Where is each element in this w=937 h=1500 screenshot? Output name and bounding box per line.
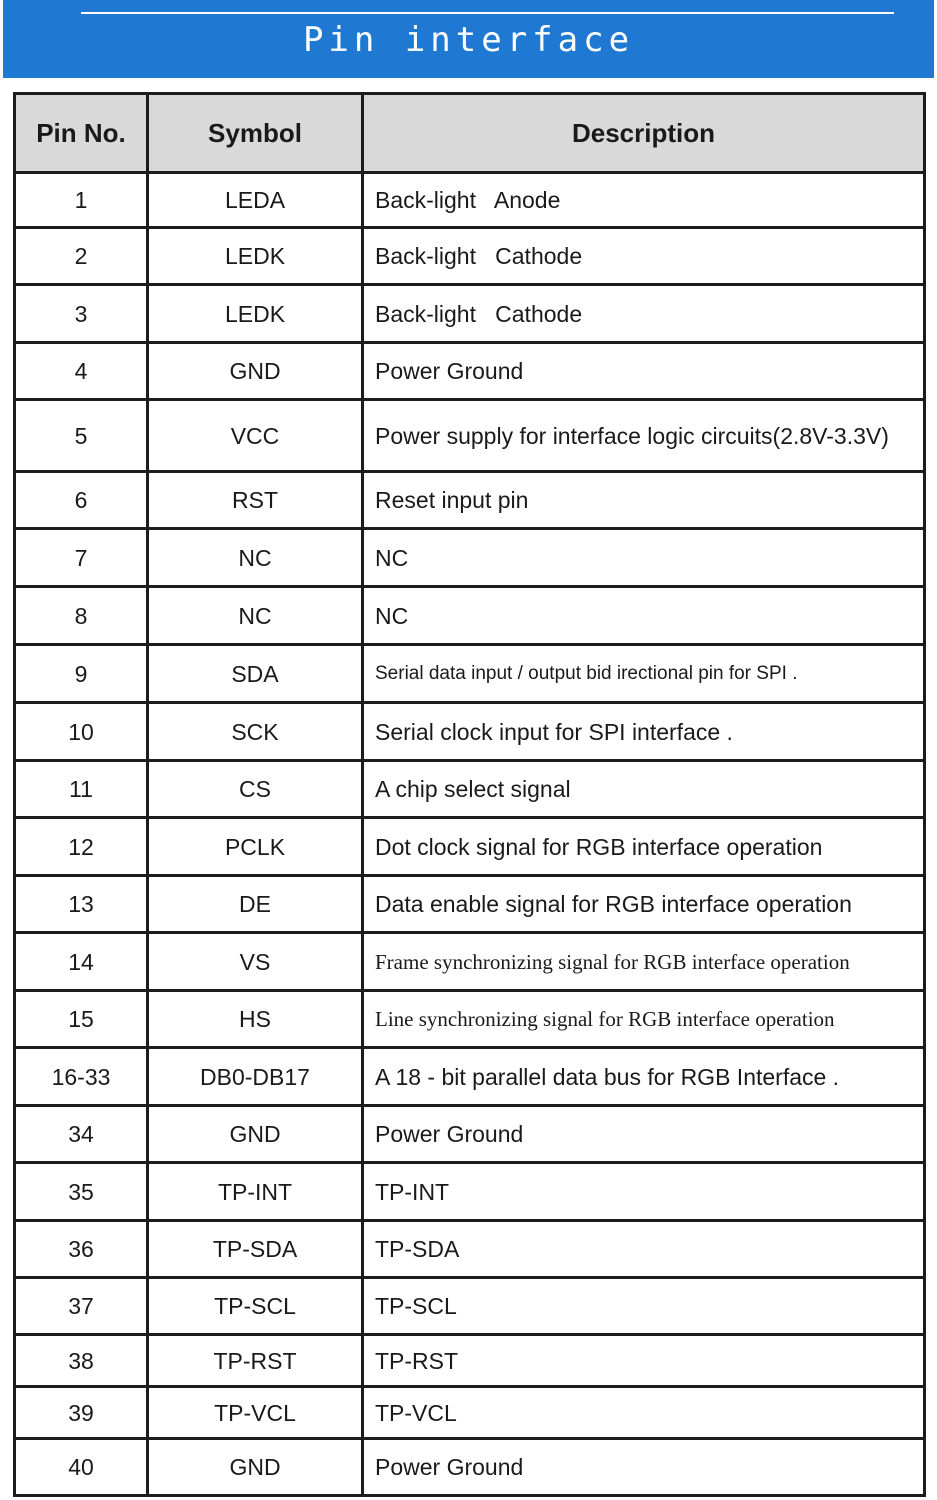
pin-number-cell: 12 bbox=[15, 818, 148, 876]
description-cell: Line synchronizing signal for RGB interface operation bbox=[363, 991, 925, 1048]
symbol-cell: DB0-DB17 bbox=[148, 1048, 363, 1106]
column-header-symbol: Symbol bbox=[148, 94, 363, 173]
pin-number-cell: 4 bbox=[15, 343, 148, 400]
symbol-cell: CS bbox=[148, 761, 363, 818]
symbol-cell: LEDK bbox=[148, 285, 363, 343]
pin-table bbox=[13, 92, 926, 1497]
table-row bbox=[15, 343, 925, 400]
pin-number-cell: 7 bbox=[15, 529, 148, 587]
symbol-cell: NC bbox=[148, 529, 363, 587]
pin-number-cell: 36 bbox=[15, 1221, 148, 1278]
symbol-cell: PCLK bbox=[148, 818, 363, 876]
symbol-cell: VS bbox=[148, 933, 363, 991]
symbol-cell: RST bbox=[148, 472, 363, 529]
table-row bbox=[15, 645, 925, 703]
table-row bbox=[15, 703, 925, 761]
description-cell: Power Ground bbox=[363, 1439, 925, 1496]
symbol-cell: TP-RST bbox=[148, 1335, 363, 1387]
pin-number-cell: 16-33 bbox=[15, 1048, 148, 1106]
symbol-cell: GND bbox=[148, 1439, 363, 1496]
table-row bbox=[15, 173, 925, 228]
description-cell: Power supply for interface logic circuits(2.8V-3.3V) bbox=[363, 400, 925, 472]
pin-number-cell: 10 bbox=[15, 703, 148, 761]
pin-number-cell: 8 bbox=[15, 587, 148, 645]
pin-number-cell: 6 bbox=[15, 472, 148, 529]
column-header-description: Description bbox=[363, 94, 925, 173]
symbol-cell: DE bbox=[148, 876, 363, 933]
table-row bbox=[15, 933, 925, 991]
table-row bbox=[15, 228, 925, 285]
table-row bbox=[15, 1163, 925, 1221]
description-cell: Data enable signal for RGB interface operation bbox=[363, 876, 925, 933]
title-banner bbox=[3, 0, 934, 78]
symbol-cell: VCC bbox=[148, 400, 363, 472]
table-row bbox=[15, 761, 925, 818]
description-cell: NC bbox=[363, 529, 925, 587]
pin-number-cell: 14 bbox=[15, 933, 148, 991]
symbol-cell: TP-VCL bbox=[148, 1387, 363, 1439]
table-header-row bbox=[15, 94, 925, 173]
column-header-pin: Pin No. bbox=[15, 94, 148, 173]
description-cell: TP-RST bbox=[363, 1335, 925, 1387]
symbol-cell: TP-SCL bbox=[148, 1278, 363, 1335]
description-cell: Back-light Cathode bbox=[363, 285, 925, 343]
page-title: Pin interface bbox=[302, 20, 635, 60]
symbol-cell: TP-INT bbox=[148, 1163, 363, 1221]
pin-number-cell: 39 bbox=[15, 1387, 148, 1439]
pin-number-cell: 11 bbox=[15, 761, 148, 818]
symbol-cell: NC bbox=[148, 587, 363, 645]
banner-rule bbox=[81, 12, 894, 14]
table-row bbox=[15, 587, 925, 645]
description-cell: A chip select signal bbox=[363, 761, 925, 818]
pin-number-cell: 37 bbox=[15, 1278, 148, 1335]
pin-number-cell: 38 bbox=[15, 1335, 148, 1387]
table-row bbox=[15, 1439, 925, 1496]
symbol-cell: GND bbox=[148, 1106, 363, 1163]
table-row bbox=[15, 818, 925, 876]
table-row bbox=[15, 1106, 925, 1163]
table-row bbox=[15, 400, 925, 472]
pin-number-cell: 1 bbox=[15, 173, 148, 228]
table-row bbox=[15, 472, 925, 529]
description-cell: A 18 - bit parallel data bus for RGB Interface . bbox=[363, 1048, 925, 1106]
table-row bbox=[15, 1048, 925, 1106]
table-row bbox=[15, 1335, 925, 1387]
pin-number-cell: 35 bbox=[15, 1163, 148, 1221]
table-body bbox=[15, 173, 925, 1496]
pin-number-cell: 9 bbox=[15, 645, 148, 703]
table-row bbox=[15, 991, 925, 1048]
pin-number-cell: 40 bbox=[15, 1439, 148, 1496]
table-row bbox=[15, 1221, 925, 1278]
pin-number-cell: 13 bbox=[15, 876, 148, 933]
symbol-cell: LEDA bbox=[148, 173, 363, 228]
description-cell: Power Ground bbox=[363, 1106, 925, 1163]
table-row bbox=[15, 529, 925, 587]
symbol-cell: HS bbox=[148, 991, 363, 1048]
description-cell: TP-SDA bbox=[363, 1221, 925, 1278]
description-cell: Dot clock signal for RGB interface operation bbox=[363, 818, 925, 876]
table-row bbox=[15, 1278, 925, 1335]
pin-number-cell: 15 bbox=[15, 991, 148, 1048]
description-cell: Back-light Anode bbox=[363, 173, 925, 228]
description-cell: Reset input pin bbox=[363, 472, 925, 529]
description-cell: TP-INT bbox=[363, 1163, 925, 1221]
pin-number-cell: 5 bbox=[15, 400, 148, 472]
description-cell: TP-VCL bbox=[363, 1387, 925, 1439]
description-cell: Serial clock input for SPI interface . bbox=[363, 703, 925, 761]
symbol-cell: GND bbox=[148, 343, 363, 400]
description-cell: TP-SCL bbox=[363, 1278, 925, 1335]
symbol-cell: LEDK bbox=[148, 228, 363, 285]
pin-number-cell: 2 bbox=[15, 228, 148, 285]
symbol-cell: SCK bbox=[148, 703, 363, 761]
symbol-cell: TP-SDA bbox=[148, 1221, 363, 1278]
table-row bbox=[15, 1387, 925, 1439]
description-cell: NC bbox=[363, 587, 925, 645]
table-row bbox=[15, 285, 925, 343]
description-cell: Serial data input / output bid irectional pin for SPI . bbox=[363, 645, 925, 703]
description-cell: Frame synchronizing signal for RGB interface operation bbox=[363, 933, 925, 991]
pin-number-cell: 3 bbox=[15, 285, 148, 343]
description-cell: Back-light Cathode bbox=[363, 228, 925, 285]
symbol-cell: SDA bbox=[148, 645, 363, 703]
description-cell: Power Ground bbox=[363, 343, 925, 400]
table-row bbox=[15, 876, 925, 933]
pin-number-cell: 34 bbox=[15, 1106, 148, 1163]
